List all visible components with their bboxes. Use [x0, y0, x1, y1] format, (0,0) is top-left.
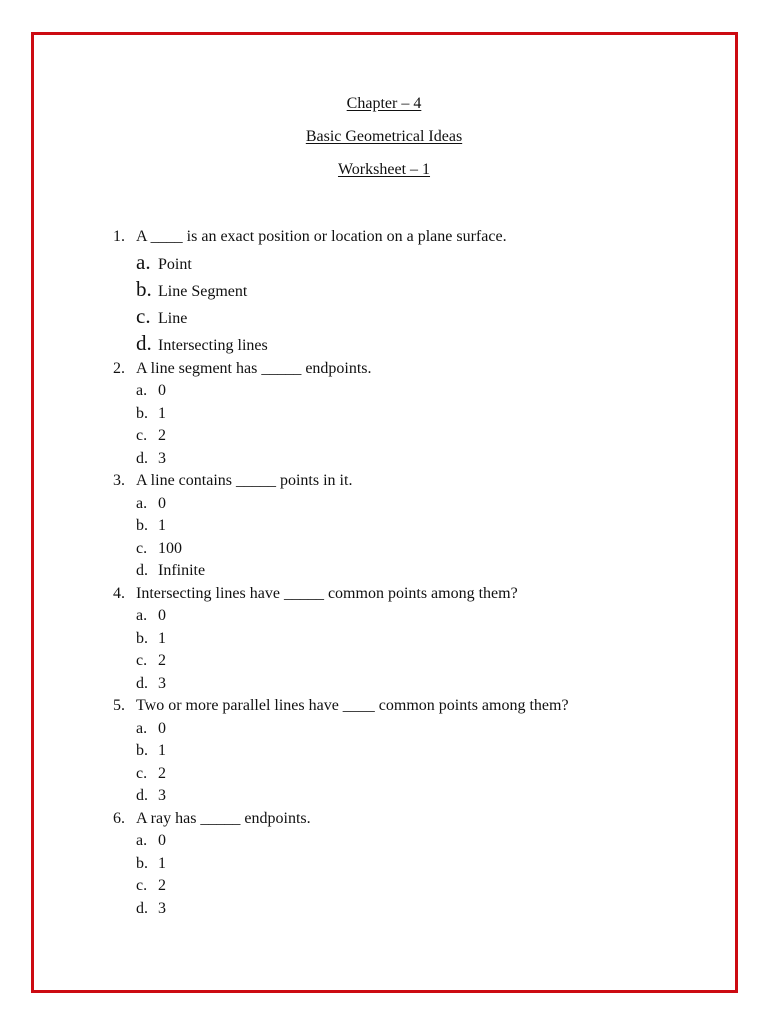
- option-text: 0: [158, 494, 166, 512]
- option-letter: a.: [136, 494, 148, 512]
- chapter-heading: [0, 94, 768, 114]
- option-list: [113, 249, 713, 358]
- question-number: 4.: [113, 584, 125, 602]
- option-text: 3: [158, 899, 166, 917]
- option-letter: c.: [136, 877, 148, 895]
- option-text: 1: [158, 404, 166, 422]
- option-letter: b.: [136, 854, 148, 872]
- question-text: A ray has _____ endpoints.: [136, 809, 311, 827]
- question-line: [113, 226, 713, 249]
- option-text: Intersecting lines: [158, 337, 268, 355]
- option-list: [113, 380, 713, 470]
- option-letter: d.: [136, 331, 152, 356]
- question-4: [113, 583, 713, 696]
- question-3: [113, 470, 713, 583]
- worksheet-title: [0, 127, 768, 147]
- question-text: Intersecting lines have _____ common points among them?: [136, 584, 518, 602]
- option-letter: d.: [136, 899, 148, 917]
- question-line: [113, 358, 713, 381]
- option-letter: d.: [136, 449, 148, 467]
- option-letter: b.: [136, 404, 148, 422]
- option-text: Infinite: [158, 562, 206, 580]
- option-text: Point: [158, 255, 192, 273]
- option-text: 3: [158, 787, 166, 805]
- option-text: 0: [158, 719, 166, 737]
- option-letter: b.: [136, 276, 152, 301]
- option-letter: d.: [136, 562, 148, 580]
- worksheet-number-text: Worksheet – 1: [337, 161, 431, 178]
- option-text: 3: [158, 674, 166, 692]
- option-letter: a.: [136, 719, 148, 737]
- question-text: Two or more parallel lines have ____ common points among them?: [136, 697, 569, 715]
- option-text: 2: [158, 877, 166, 895]
- option-b: [113, 853, 713, 876]
- question-5: [113, 695, 713, 808]
- option-a: [113, 605, 713, 628]
- option-a: [113, 249, 713, 276]
- option-b: [113, 403, 713, 426]
- option-c: [113, 650, 713, 673]
- question-number: 3.: [113, 472, 125, 490]
- option-letter: d.: [136, 674, 148, 692]
- option-text: 0: [158, 382, 166, 400]
- option-letter: c.: [136, 427, 148, 445]
- option-list: [113, 718, 713, 808]
- option-d: [113, 330, 713, 357]
- option-b: [113, 515, 713, 538]
- option-b: [113, 628, 713, 651]
- question-list: [113, 226, 713, 920]
- option-a: [113, 830, 713, 853]
- question-line: [113, 470, 713, 493]
- question-text: A ____ is an exact position or location on a plane surface.: [136, 228, 507, 245]
- question-2: [113, 358, 713, 471]
- option-letter: a.: [136, 249, 151, 274]
- option-text: 0: [158, 832, 166, 850]
- question-number: 1.: [113, 228, 125, 245]
- option-list: [113, 605, 713, 695]
- option-text: 2: [158, 764, 166, 782]
- option-c: [113, 538, 713, 561]
- question-line: [113, 695, 713, 718]
- option-letter: c.: [136, 304, 151, 329]
- question-text: A line segment has _____ endpoints.: [136, 359, 372, 377]
- option-letter: a.: [136, 607, 148, 625]
- option-text: 1: [158, 742, 166, 760]
- option-letter: b.: [136, 629, 148, 647]
- option-letter: c.: [136, 539, 148, 557]
- option-text: 0: [158, 607, 166, 625]
- question-1: [113, 226, 713, 358]
- option-text: Line Segment: [158, 282, 248, 300]
- question-number: 5.: [113, 697, 125, 715]
- option-text: 1: [158, 517, 166, 535]
- option-c: [113, 425, 713, 448]
- option-letter: a.: [136, 832, 148, 850]
- option-text: 2: [158, 652, 166, 670]
- option-a: [113, 718, 713, 741]
- option-text: Line: [158, 310, 188, 328]
- question-number: 6.: [113, 809, 125, 827]
- worksheet-title-text: Basic Geometrical Ideas: [305, 128, 463, 145]
- option-text: 3: [158, 449, 166, 467]
- option-letter: b.: [136, 742, 148, 760]
- option-a: [113, 493, 713, 516]
- option-text: 1: [158, 629, 166, 647]
- option-d: [113, 673, 713, 696]
- option-d: [113, 560, 713, 583]
- question-number: 2.: [113, 359, 125, 377]
- option-list: [113, 493, 713, 583]
- option-d: [113, 898, 713, 921]
- option-text: 1: [158, 854, 166, 872]
- worksheet-number: [0, 160, 768, 180]
- option-d: [113, 785, 713, 808]
- question-text: A line contains _____ points in it.: [136, 472, 353, 490]
- option-a: [113, 380, 713, 403]
- option-b: [113, 740, 713, 763]
- option-d: [113, 448, 713, 471]
- option-letter: c.: [136, 764, 148, 782]
- option-c: [113, 303, 713, 330]
- option-letter: a.: [136, 382, 148, 400]
- question-line: [113, 808, 713, 831]
- option-text: 2: [158, 427, 166, 445]
- option-letter: c.: [136, 652, 148, 670]
- option-b: [113, 276, 713, 303]
- question-line: [113, 583, 713, 606]
- option-c: [113, 875, 713, 898]
- chapter-heading-text: Chapter – 4: [346, 95, 422, 112]
- option-letter: b.: [136, 517, 148, 535]
- option-list: [113, 830, 713, 920]
- option-text: 100: [158, 539, 182, 557]
- option-letter: d.: [136, 787, 148, 805]
- option-c: [113, 763, 713, 786]
- question-6: [113, 808, 713, 921]
